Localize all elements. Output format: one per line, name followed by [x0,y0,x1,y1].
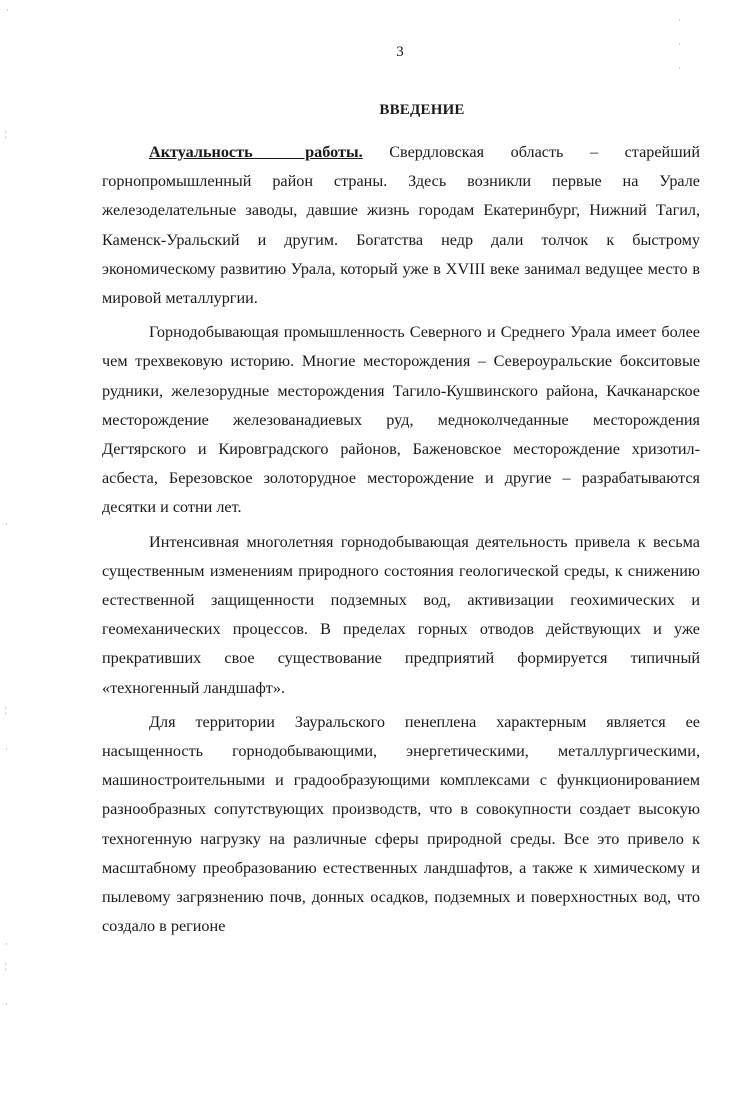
scan-speck: · [678,39,681,49]
scan-speck: · [678,15,681,25]
lead-term: Актуальность работы. [149,143,363,161]
scan-speck: ¦ [5,129,7,139]
paragraph-relevance [102,138,700,313]
scan-speck: · [5,999,8,1009]
scan-speck: · [5,519,8,529]
paragraph-environmental-impact: Интенсивная многолетняя горнодобывающая деятельность привела к весьма существенным изменениям природного состояния геологической среды, к снижению естественной защищенности подземных вод, активизации геохимических и геомеханических процессов. В пределах горных отводов действующих и уже прекративших свое существование предприятий формируется типичный «техногенный ландшафт». [102,532,700,697]
scan-speck: · [5,939,8,949]
page-number: 3 [396,44,404,60]
scan-speck: · [6,5,9,15]
body-text [102,138,700,946]
paragraph-text: Свердловская область – старейший горнопромышленный район страны. Здесь возникли первые на Урале железоделательные заводы, давшие жизнь городам Екатеринбург, Нижний Тагил, Каменск-Уральский и другим. Богатства недр дали толчок к быстрому экономическому развитию Урала, который уже в XVIII веке занимал ведущее место в мировой металлургии. [102,143,700,308]
paragraph-peneplain: Для территории Зауральского пенеплена характерным является ее насыщенность горнодобывающими, энергетическими, металлургическими, машиностроительными и градообразующими комплексами с функционированием разнообразных сопутствующих производств, что в совокупности создает высокую техногенную нагрузку на различные сферы природной среды. Все это привело к масштабному преобразованию естественных ландшафтов, а также к химическому и пылевому загрязнению почв, донных осадков, подземных и поверхностных вод, что создало в регионе [102,712,700,936]
scan-speck: · [678,63,681,73]
scan-speck: · [5,744,8,754]
paragraph-mining-history: Горнодобывающая промышленность Северного и Среднего Урала имеет более чем трехвековую историю. Многие месторождения – Североуральские бокситовые рудники, железорудные месторождения Тагило-Кушвинского района, Качканарское месторождение железованадиевых руд, медноколчеданные месторождения Дегтярского и Кировградского районов, Баженовское месторождение хризотил-асбеста, Березовское золоторудное месторождение и другие – разрабатываются десятки и сотни лет. [102,323,700,517]
scan-speck: ¦ [5,705,7,715]
scan-speck: ¦ [5,961,7,971]
section-heading: ВВЕДЕНИЕ [379,102,465,118]
